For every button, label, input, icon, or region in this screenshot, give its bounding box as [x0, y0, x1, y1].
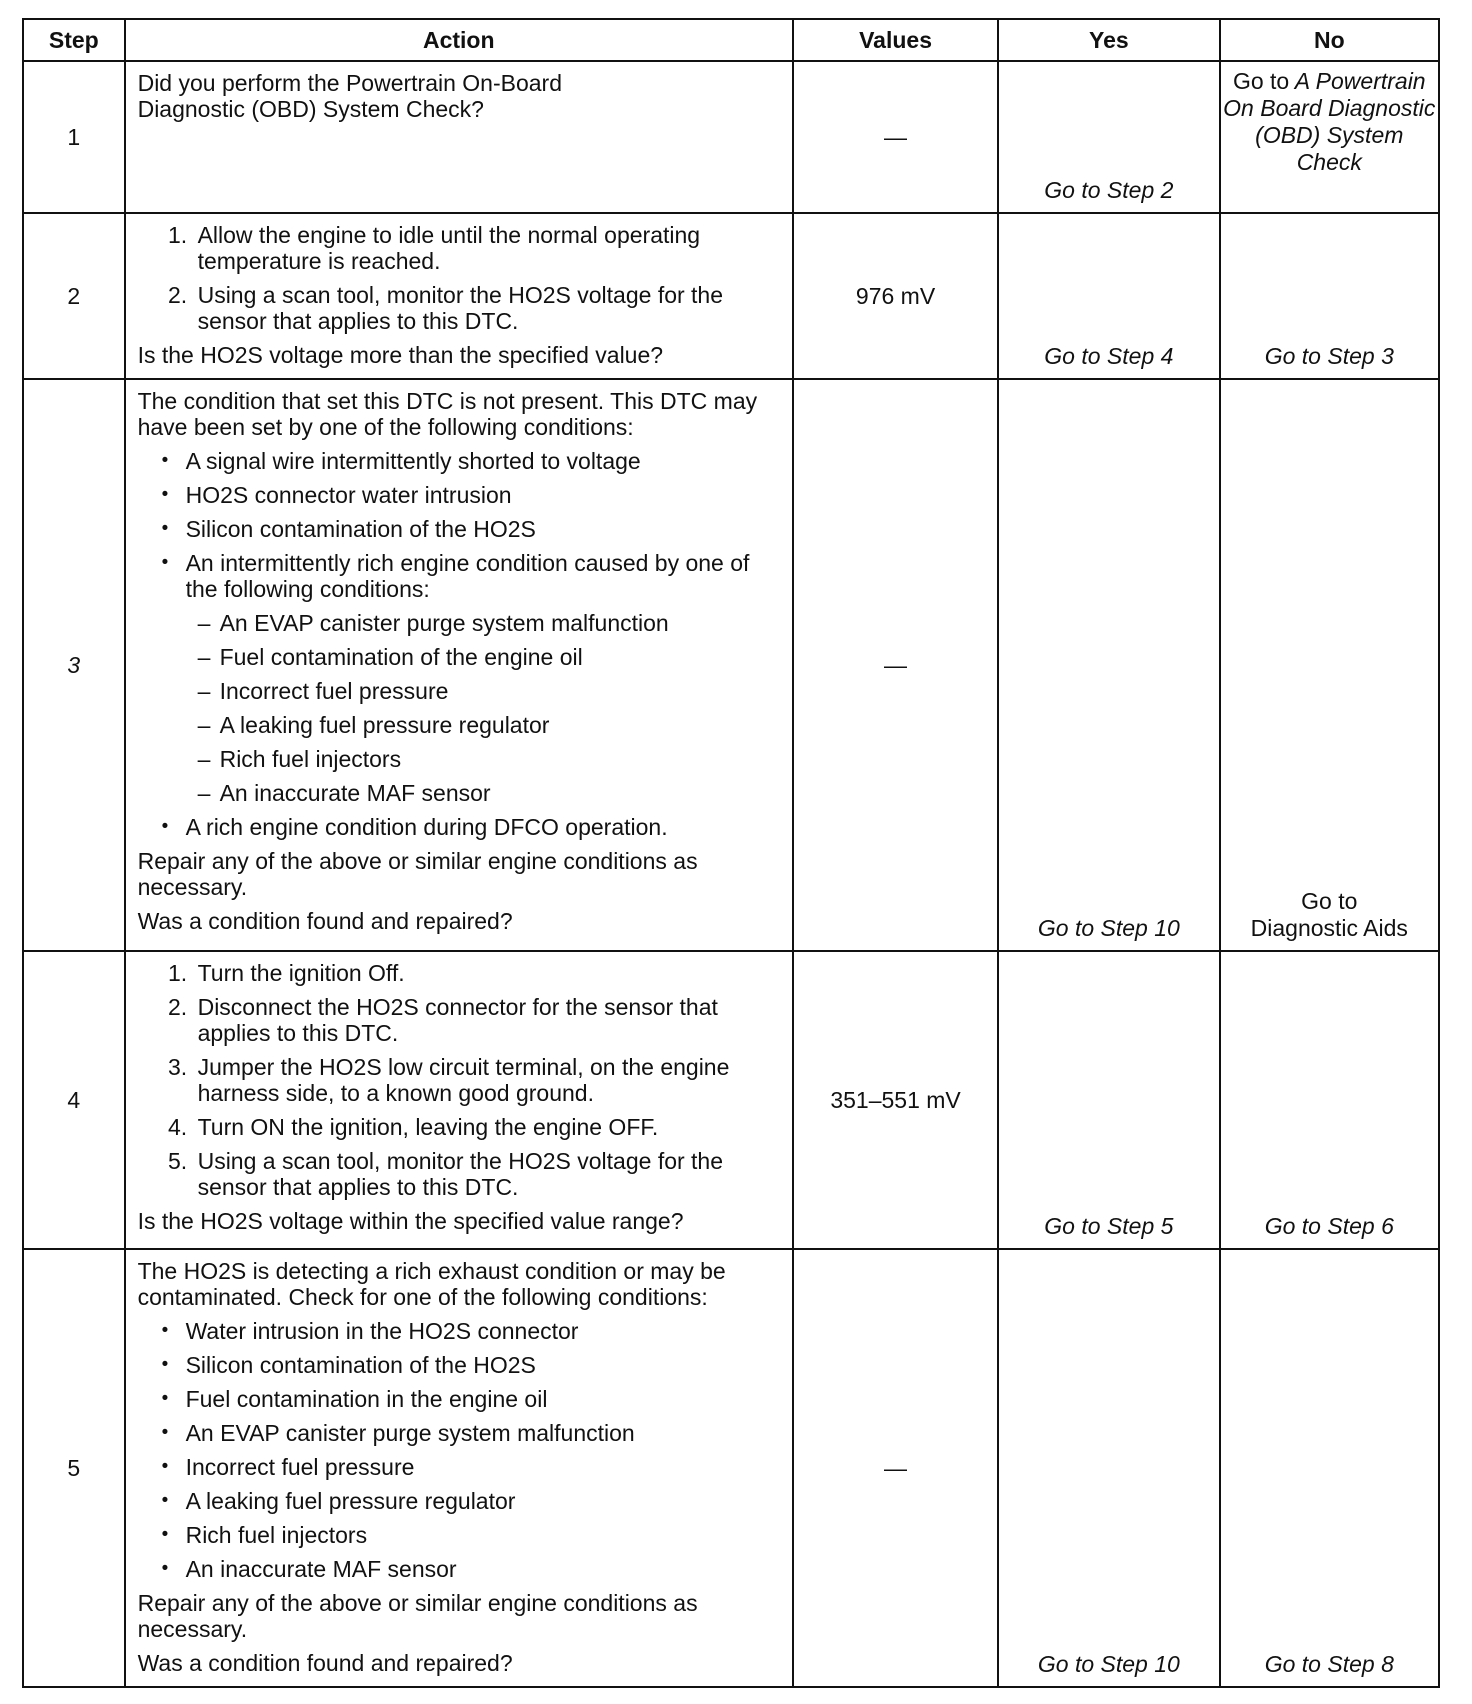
no-line-1: Go to — [1301, 888, 1358, 914]
value-cell: — — [793, 379, 998, 951]
yes-cell[interactable]: Go to Step 10 — [998, 379, 1219, 951]
yes-cell[interactable]: Go to Step 5 — [998, 951, 1219, 1249]
yes-cell[interactable]: Go to Step 2 — [998, 61, 1219, 213]
no-cell[interactable]: Go to Step 8 — [1220, 1249, 1439, 1687]
list-item: 2. Disconnect the HO2S connector for the sensor that applies to this DTC. — [194, 994, 778, 1046]
list-item: • Incorrect fuel pressure — [186, 1454, 778, 1480]
header-values: Values — [793, 19, 998, 61]
list-item — [186, 550, 778, 806]
list-item: • Silicon contamination of the HO2S — [186, 1352, 778, 1378]
no-link[interactable]: Diagnostic Aids — [1250, 915, 1408, 941]
list-item: 2. Using a scan tool, monitor the HO2S voltage for the sensor that applies to this DTC. — [194, 282, 778, 334]
table-row — [23, 951, 1439, 1249]
list-item: – Rich fuel injectors — [198, 746, 778, 772]
list-item: 1. Turn the ignition Off. — [194, 960, 778, 986]
diagnostic-table — [22, 18, 1440, 1688]
action-cell — [125, 1249, 793, 1687]
step-number: 2 — [23, 213, 125, 379]
list-item: – An inaccurate MAF sensor — [198, 780, 778, 806]
yes-cell[interactable]: Go to Step 10 — [998, 1249, 1219, 1687]
value-cell: — — [793, 61, 998, 213]
list-item: • A signal wire intermittently shorted to voltage — [186, 448, 778, 474]
list-item: • A leaking fuel pressure regulator — [186, 1488, 778, 1514]
action-cell — [125, 213, 793, 379]
list-item: • Silicon contamination of the HO2S — [186, 516, 778, 542]
list-item: • Water intrusion in the HO2S connector — [186, 1318, 778, 1344]
list-item: • A rich engine condition during DFCO operation. — [186, 814, 778, 840]
question-text: Was a condition found and repaired? — [137, 1650, 513, 1676]
sub-condition-list — [186, 610, 778, 806]
table-row — [23, 379, 1439, 951]
list-item: • Fuel contamination in the engine oil — [186, 1386, 778, 1412]
action-cell — [125, 379, 793, 951]
list-item: • An EVAP canister purge system malfunction — [186, 1420, 778, 1446]
value-cell: — — [793, 1249, 998, 1687]
yes-cell[interactable]: Go to Step 4 — [998, 213, 1219, 379]
no-cell[interactable] — [1220, 379, 1439, 951]
step-number: 3 — [23, 379, 125, 951]
question-text: Is the HO2S voltage within the specified value range? — [137, 1208, 684, 1234]
no-cell[interactable] — [1220, 61, 1439, 213]
action-cell — [125, 951, 793, 1249]
table-row — [23, 1249, 1439, 1687]
intro-text: The HO2S is detecting a rich exhaust condition or may be contaminated. Check for one of the following conditions: — [137, 1258, 726, 1310]
step-number: 4 — [23, 951, 125, 1249]
table-row — [23, 61, 1439, 213]
list-item: • An inaccurate MAF sensor — [186, 1556, 778, 1582]
header-action: Action — [125, 19, 793, 61]
condition-list — [138, 1318, 778, 1582]
list-item: 1. Allow the engine to idle until the normal operating temperature is reached. — [194, 222, 778, 274]
header-yes: Yes — [998, 19, 1219, 61]
step-number: 5 — [23, 1249, 125, 1687]
list-item-text: An intermittently rich engine condition caused by one of the following conditions: — [185, 550, 750, 602]
header-no: No — [1220, 19, 1439, 61]
question-text: Is the HO2S voltage more than the specified value? — [137, 342, 664, 368]
header-row — [23, 19, 1439, 61]
repair-text: Repair any of the above or similar engine conditions as necessary. — [137, 1590, 698, 1642]
numbered-steps — [138, 960, 778, 1200]
list-item: 4. Turn ON the ignition, leaving the engine OFF. — [194, 1114, 778, 1140]
intro-text: The condition that set this DTC is not present. This DTC may have been set by one of the following conditions: — [137, 388, 758, 440]
header-step: Step — [23, 19, 125, 61]
repair-text: Repair any of the above or similar engine conditions as necessary. — [137, 848, 698, 900]
list-item: • Rich fuel injectors — [186, 1522, 778, 1548]
no-cell[interactable]: Go to Step 6 — [1220, 951, 1439, 1249]
step-number: 1 — [23, 61, 125, 213]
list-item: 3. Jumper the HO2S low circuit terminal, on the engine harness side, to a known good ground. — [194, 1054, 778, 1106]
action-cell — [125, 61, 793, 213]
list-item: – Incorrect fuel pressure — [198, 678, 778, 704]
no-cell[interactable]: Go to Step 3 — [1220, 213, 1439, 379]
value-cell: 976 mV — [793, 213, 998, 379]
list-item: 5. Using a scan tool, monitor the HO2S voltage for the sensor that applies to this DTC. — [194, 1148, 778, 1200]
no-link[interactable]: A Powertrain On Board Diagnostic (OBD) System Check — [1223, 68, 1436, 175]
action-text: Did you perform the Powertrain On-Board Diagnostic (OBD) System Check? — [137, 70, 562, 122]
numbered-steps — [138, 222, 778, 334]
list-item: – A leaking fuel pressure regulator — [198, 712, 778, 738]
table-row — [23, 213, 1439, 379]
list-item: – An EVAP canister purge system malfunction — [198, 610, 778, 636]
no-prefix: Go to — [1232, 68, 1290, 94]
list-item: • HO2S connector water intrusion — [186, 482, 778, 508]
question-text: Was a condition found and repaired? — [137, 908, 513, 934]
condition-list — [138, 448, 778, 840]
value-cell: 351–551 mV — [793, 951, 998, 1249]
list-item: – Fuel contamination of the engine oil — [198, 644, 778, 670]
